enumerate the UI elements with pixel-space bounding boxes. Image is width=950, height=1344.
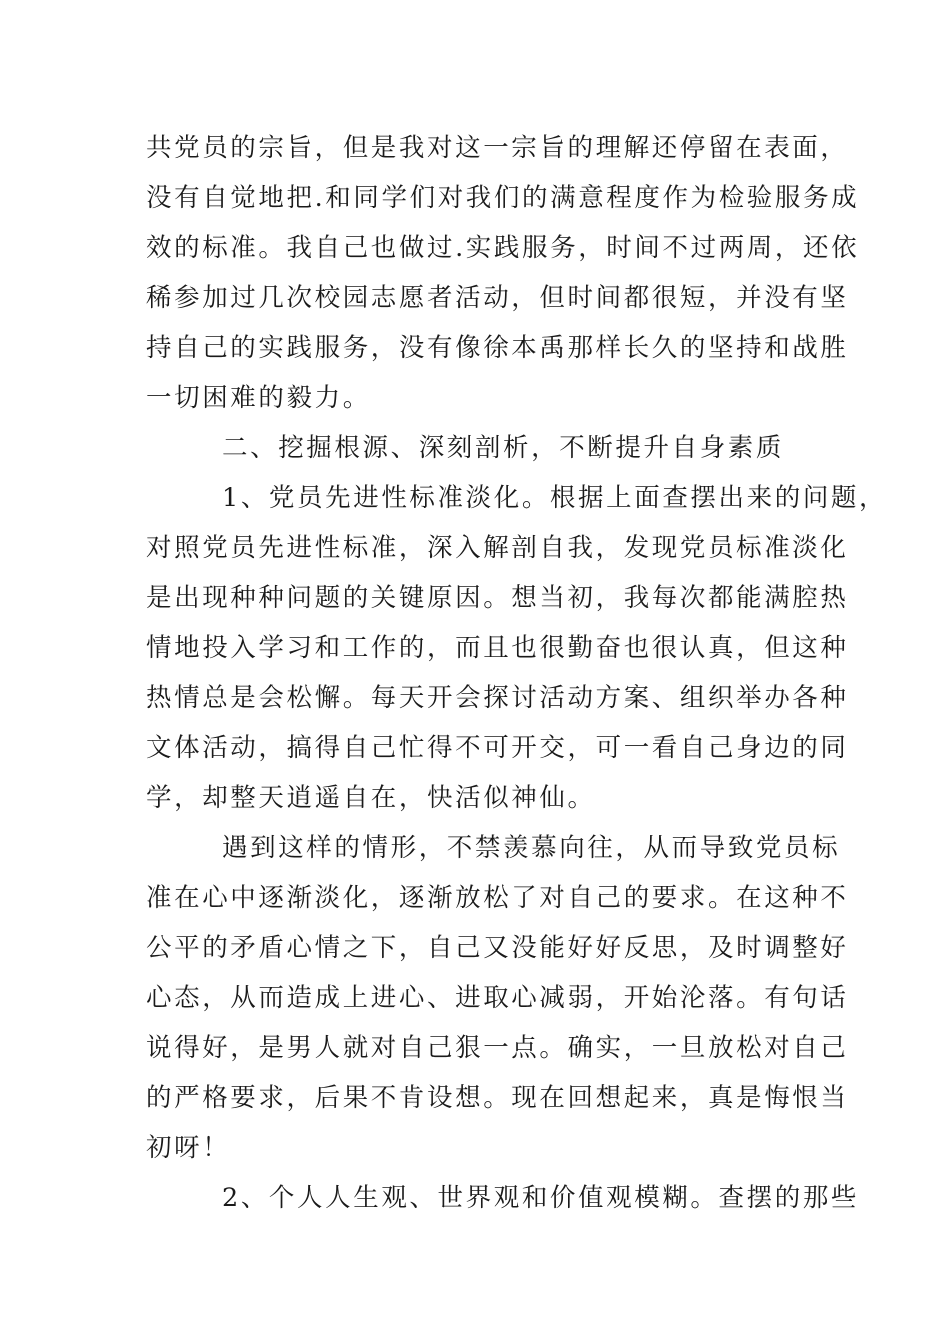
body-text-line: 对照党员先进性标准，深入解剖自我，发现党员标准淡化: [146, 533, 849, 563]
body-text-line: 一切困难的毅力。: [146, 383, 371, 413]
body-text-line: 初呀！: [146, 1133, 231, 1163]
body-text-line: 情地投入学习和工作的，而且也很勤奋也很认真，但这种: [146, 633, 849, 663]
body-text-line: 公平的矛盾心情之下，自己又没能好好反思，及时调整好: [146, 933, 849, 963]
body-text-line: 持自己的实践服务，没有像徐本禹那样长久的坚持和战胜: [146, 333, 849, 363]
body-text-line: 热情总是会松懈。每天开会探讨活动方案、组织举办各种: [146, 683, 849, 713]
body-text-line: 准在心中逐渐淡化，逐渐放松了对自己的要求。在这种不: [146, 883, 849, 913]
body-text-line: 没有自觉地把.和同学们对我们的满意程度作为检验服务成: [146, 183, 860, 213]
body-text-line: 心态，从而造成上进心、进取心减弱，开始沦落。有句话: [146, 983, 849, 1013]
section-heading: 二、挖掘根源、深刻剖析，不断提升自身素质: [222, 433, 785, 463]
paragraph-first-line: 1、党员先进性标准淡化。根据上面查摆出来的问题，: [222, 483, 888, 513]
body-text-line: 稀参加过几次校园志愿者活动，但时间都很短，并没有坚: [146, 283, 849, 313]
body-text-line: 文体活动，搞得自己忙得不可开交，可一看自己身边的同: [146, 733, 849, 763]
body-text-line: 说得好，是男人就对自己狠一点。确实，一旦放松对自己: [146, 1033, 849, 1063]
body-text-line: 学，却整天逍遥自在，快活似神仙。: [146, 783, 596, 813]
body-text-line: 的严格要求，后果不肯设想。现在回想起来，真是悔恨当: [146, 1083, 849, 1113]
paragraph-first-line: 遇到这样的情形，不禁羡慕向往，从而导致党员标: [222, 833, 841, 863]
body-text-line: 共党员的宗旨，但是我对这一宗旨的理解还停留在表面，: [146, 133, 849, 163]
paragraph-first-line: 2、个人人生观、世界观和价值观模糊。查摆的那些: [222, 1183, 860, 1213]
body-text-line: 是出现种种问题的关键原因。想当初，我每次都能满腔热: [146, 583, 849, 613]
body-text-line: 效的标准。我自己也做过.实践服务，时间不过两周，还依: [146, 233, 860, 263]
